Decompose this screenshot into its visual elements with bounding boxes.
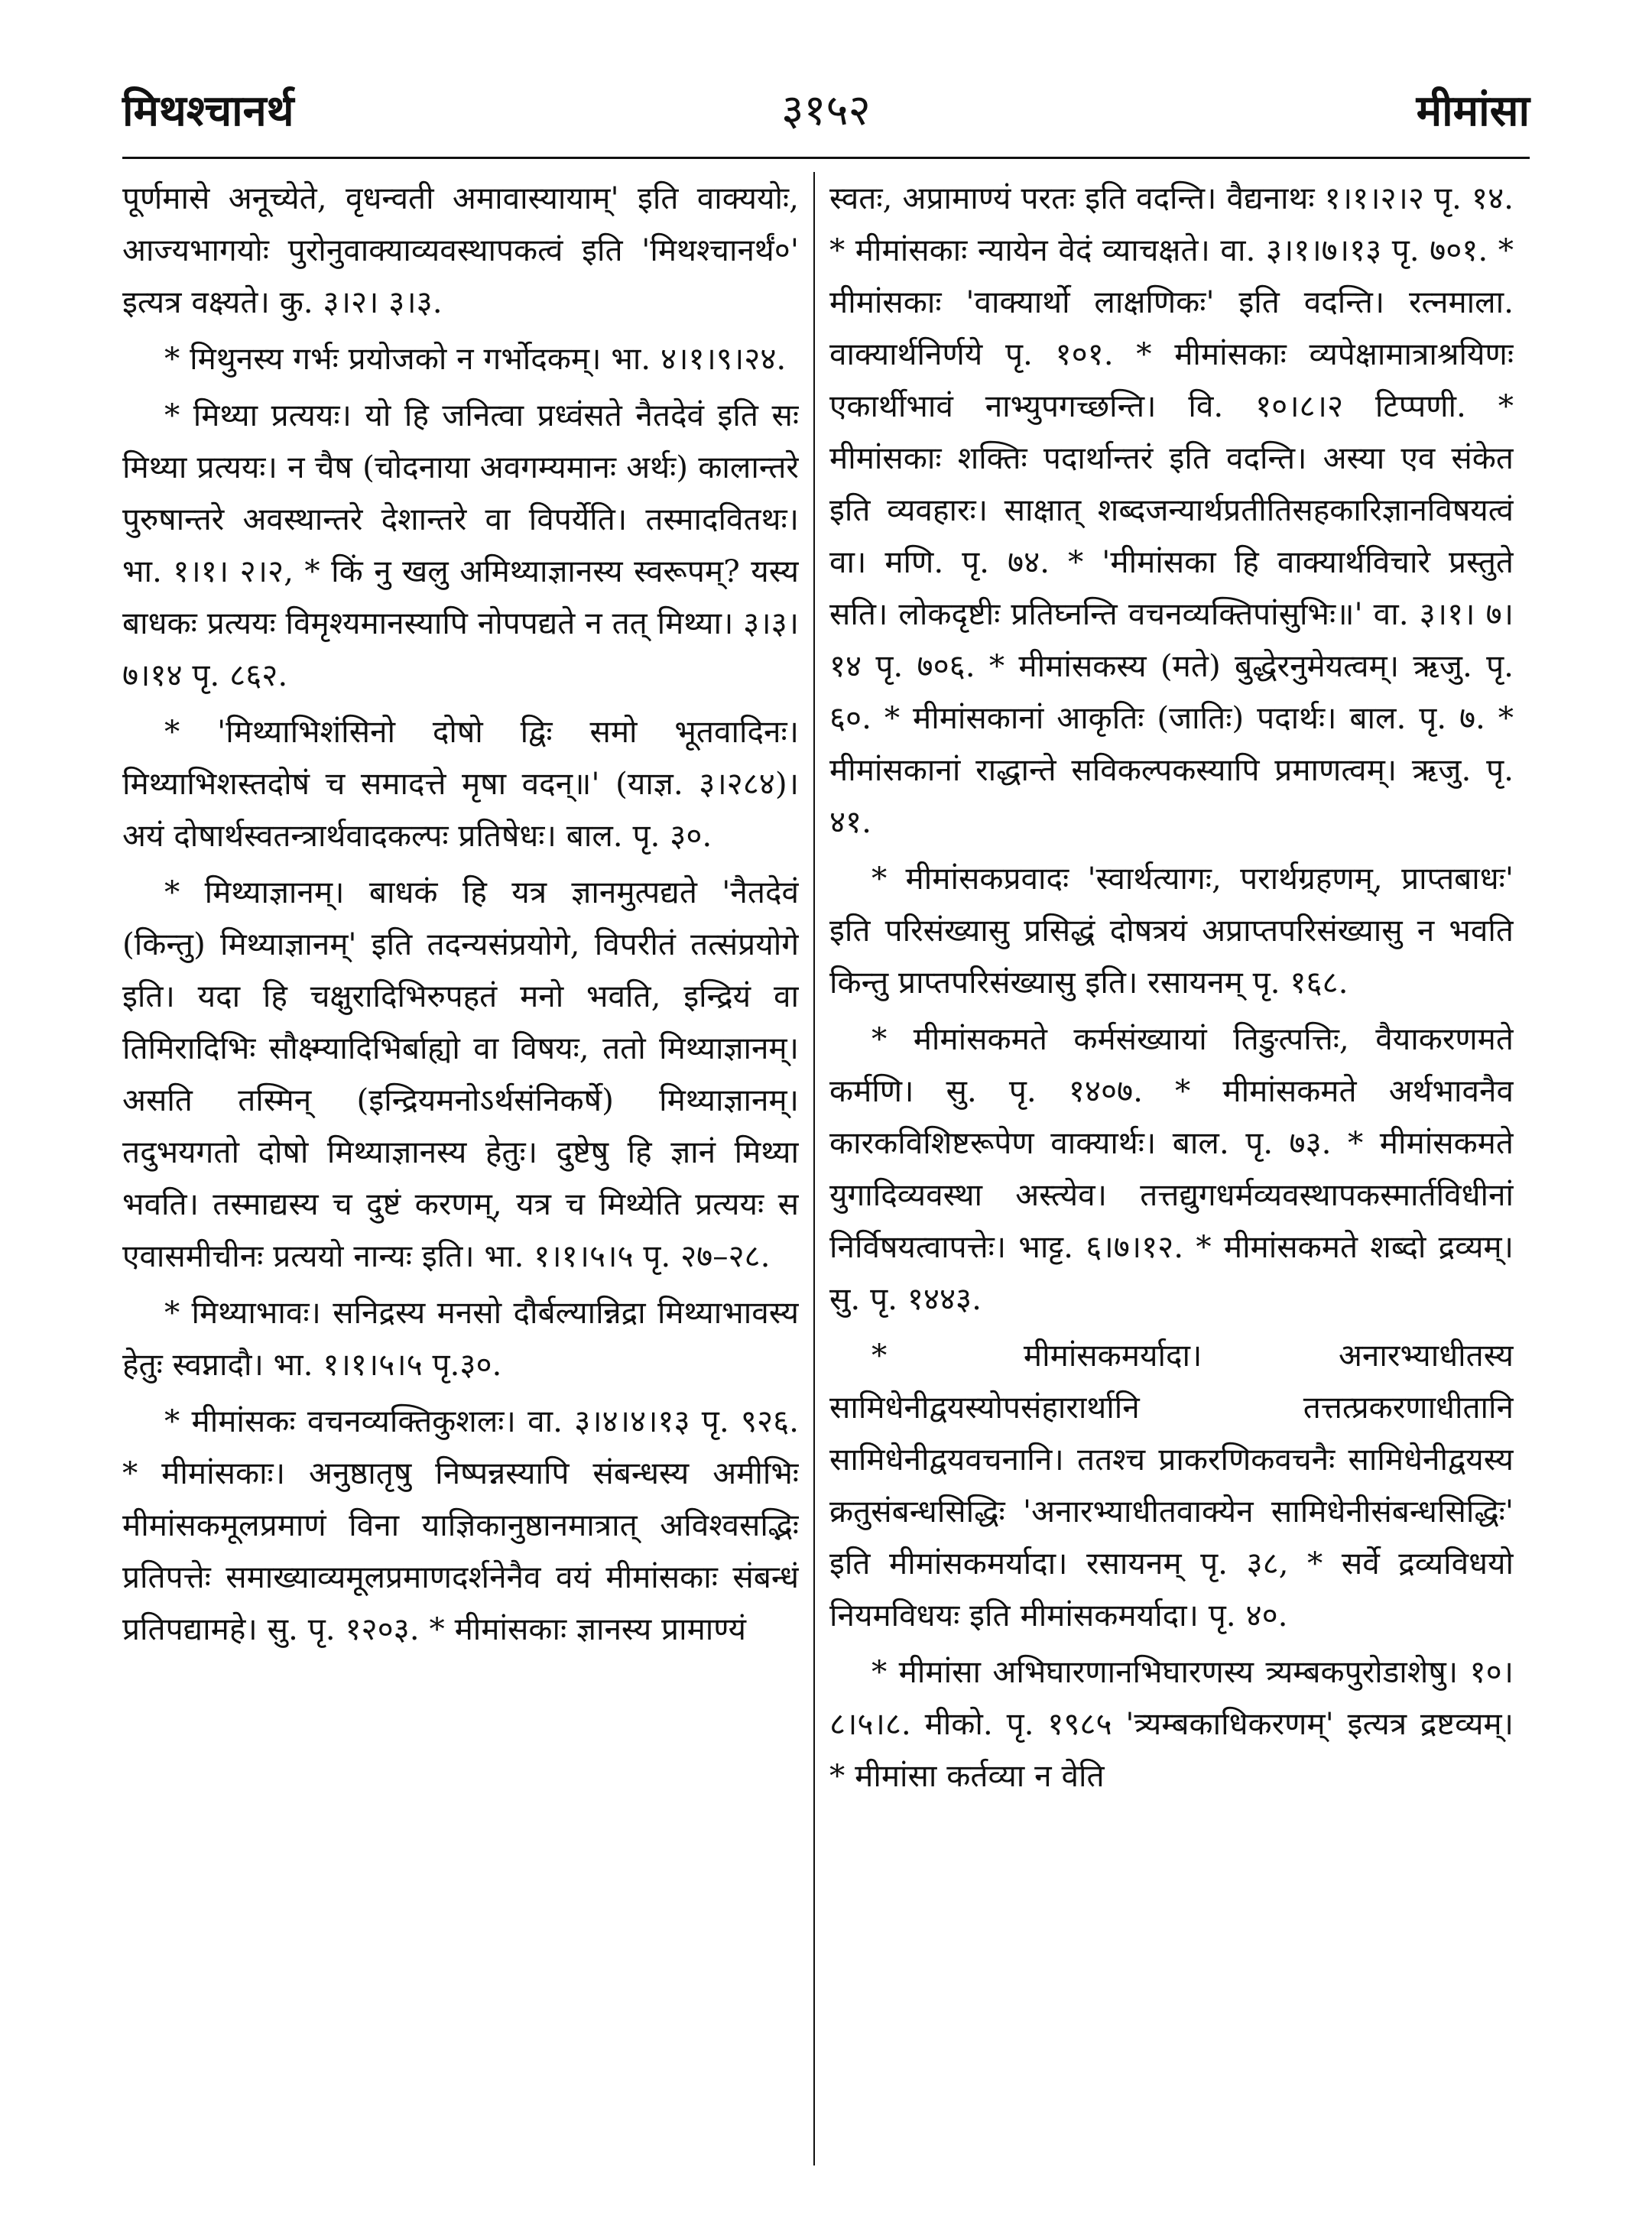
page-header	[122, 69, 1530, 153]
entry-paragraph: * मीमांसा अभिघारणानभिघारणस्य त्र्यम्बकपुरोडाशेषु। १०।८।५।८. मीको. पृ. १९८५ 'त्र्यम्बकाधिकरणम्' इत्यत्र द्रष्टव्यम्। * मीमांसा कर्तव्या न वेति	[829, 1653, 1514, 1794]
entry-paragraph: * मिथुनस्य गर्भः प्रयोजको न गर्भोदकम्। भा. ४।१।९।२४.	[164, 340, 787, 377]
entry-paragraph: * मीमांसकप्रवादः 'स्वार्थत्यागः, परार्थग्रहणम्, प्राप्तबाधः' इति परिसंख्यासु प्रसिद्धं दोषत्रयं अप्राप्तपरिसंख्यासु न भवति किन्तु प्राप्तपरिसंख्यासु इति। रसायनम् पृ. १६८.	[829, 860, 1514, 1001]
entry-paragraph: * मिथ्याज्ञानम्। बाधकं हि यत्र ज्ञानमुत्पद्यते 'नैतदेवं (किन्तु) मिथ्याज्ञानम्' इति तदन्यसंप्रयोगे, विपरीतं तत्संप्रयोगे इति। यदा हि चक्षुरादिभिरुपहतं मनो भवति, इन्द्रियं वा तिमिरादिभिः सौक्ष्म्यादिभिर्बाह्यो वा विषयः, ततो मिथ्याज्ञानम्। असति तस्मिन् (इन्द्रियमनोऽर्थसंनिकर्षे) मिथ्याज्ञानम्। तदुभयगतो दोषो मिथ्याज्ञानस्य हेतुः। दुष्टेषु हि ज्ञानं मिथ्या भवति। तस्माद्यस्य च दुष्टं करणम्, यत्र च मिथ्येति प्रत्ययः स एवासमीचीनः प्रत्ययो नान्यः इति। भा. १।१।५।५ पृ. २७–२८.	[122, 874, 799, 1274]
entry-paragraph: * 'मिथ्याभिशंसिनो दोषो द्विः समो भूतवादिनः। मिथ्याभिशस्तदोषं च समादत्ते मृषा वदन्॥' (याज्ञ. ३।२८४)। अयं दोषार्थस्वतन्त्रार्थवादकल्पः प्रतिषेधः। बाल. पृ. ३०.	[122, 713, 799, 854]
entry-paragraph: पूर्णमासे अनूच्येते, वृधन्वती अमावास्यायाम्' इति वाक्ययोः, आज्यभागयोः पुरोनुवाक्याव्यवस्थापकत्वं इति 'मिथश्चानर्थं०' इत्यत्र वक्ष्यते। कु. ३।२। ३।३.	[122, 180, 799, 320]
entry-paragraph: * मीमांसकमते कर्मसंख्यायां तिङुत्पत्तिः, वैयाकरणमते कर्मणि। सु. पृ. १४०७. * मीमांसकमते अर्थभावनैव कारकविशिष्टरूपेण वाक्यार्थः। बाल. पृ. ७३. * मीमांसकमते युगादिव्यवस्था अस्त्येव। तत्तद्युगधर्मव्यवस्थापकस्मार्तविधीनां निर्विषयत्वापत्तेः। भाट्ट. ६।७।१२. * मीमांसकमते शब्दो द्रव्यम्। सु. पृ. १४४३.	[829, 1020, 1514, 1317]
header-right-guideword: मीमांसा	[1416, 86, 1530, 136]
header-left-guideword: मिथश्चानर्थ	[122, 86, 294, 136]
column-divider	[813, 172, 815, 2165]
page-number: ३१५२	[781, 86, 871, 135]
entry-paragraph: * मिथ्याभावः। सनिद्रस्य मनसो दौर्बल्यान्निद्रा मिथ्याभावस्य हेतुः स्वप्नादौ। भा. १।१।५।५ पृ.३०.	[122, 1294, 799, 1383]
header-rule	[122, 157, 1530, 159]
entry-paragraph: * मिथ्या प्रत्ययः। यो हि जनित्वा प्रध्वंसते नैतदेवं इति सः मिथ्या प्रत्ययः। न चैष (चोदनाया अवगम्यमानः अर्थः) कालान्तरे पुरुषान्तरे अवस्थान्तरे देशान्तरे वा विपर्येति। तस्मादवितथः। भा. १।१। २।२, * किं नु खलु अमिथ्याज्ञानस्य स्वरूपम्? यस्य बाधकः प्रत्ययः विमृश्यमानस्यापि नोपपद्यते न तत् मिथ्या। ३।३।७।१४ पृ. ८६२.	[122, 397, 799, 693]
right-column	[829, 172, 1514, 2173]
entry-paragraph: * मीमांसकः वचनव्यक्तिकुशलः। वा. ३।४।४।१३ पृ. ९२६. * मीमांसकाः। अनुष्ठातृषु निष्पन्नस्यापि संबन्धस्य अमीभिः मीमांसकमूलप्रमाणं विना याज्ञिकानुष्ठानमात्रात् अविश्वसद्भिः प्रतिपत्तेः समाख्याव्यमूलप्रमाणदर्शनेनैव वयं मीमांसकाः संबन्धं प्रतिपद्यामहे। सु. पृ. १२०३. * मीमांसकाः ज्ञानस्य प्रामाण्यं	[122, 1403, 799, 1647]
left-column	[122, 172, 799, 2173]
entry-paragraph: स्वतः, अप्रामाण्यं परतः इति वदन्ति। वैद्यनाथः १।१।२।२ पृ. १४. * मीमांसकाः न्यायेन वेदं व्याचक्षते। वा. ३।१।७।१३ पृ. ७०१. * मीमांसकाः 'वाक्यार्थो लाक्षणिकः' इति वदन्ति। रत्नमाला. वाक्यार्थनिर्णये पृ. १०१. * मीमांसकाः व्यपेक्षामात्राश्रयिणः एकार्थीभावं नाभ्युपगच्छन्ति। वि. १०।८।२ टिप्पणी. * मीमांसकाः शक्तिः पदार्थान्तरं इति वदन्ति। अस्या एव संकेत इति व्यवहारः। साक्षात् शब्दजन्यार्थप्रतीतिसहकारिज्ञानविषयत्वं वा। मणि. पृ. ७४. * 'मीमांसका हि वाक्यार्थविचारे प्रस्तुते सति। लोकदृष्टीः प्रतिघ्नन्ति वचनव्यक्तिपांसुभिः॥' वा. ३।१। ७।१४ पृ. ७०६. * मीमांसकस्य (मते) बुद्धेरनुमेयत्वम्। ऋजु. पृ. ६०. * मीमांसकानां आकृतिः (जातिः) पदार्थः। बाल. पृ. ७. * मीमांसकानां राद्धान्ते सविकल्पकस्यापि प्रमाणत्वम्। ऋजु. पृ. ४१.	[829, 180, 1514, 840]
entry-paragraph: * मीमांसकमर्यादा। अनारभ्याधीतस्य सामिधेनीद्वयस्योपसंहारार्थानि तत्तत्प्रकरणाधीतानि सामिधेनीद्वयवचनानि। ततश्च प्राकरणिकवचनैः सामिधेनीद्वयस्य क्रतुसंबन्धसिद्धिः 'अनारभ्याधीतवाक्येन सामिधेनीसंबन्धसिद्धिः' इति मीमांसकमर्यादा। रसायनम् पृ. ३८, * सर्वे द्रव्यविधयो नियमविधयः इति मीमांसकमर्यादा। पृ. ४०.	[829, 1337, 1514, 1633]
